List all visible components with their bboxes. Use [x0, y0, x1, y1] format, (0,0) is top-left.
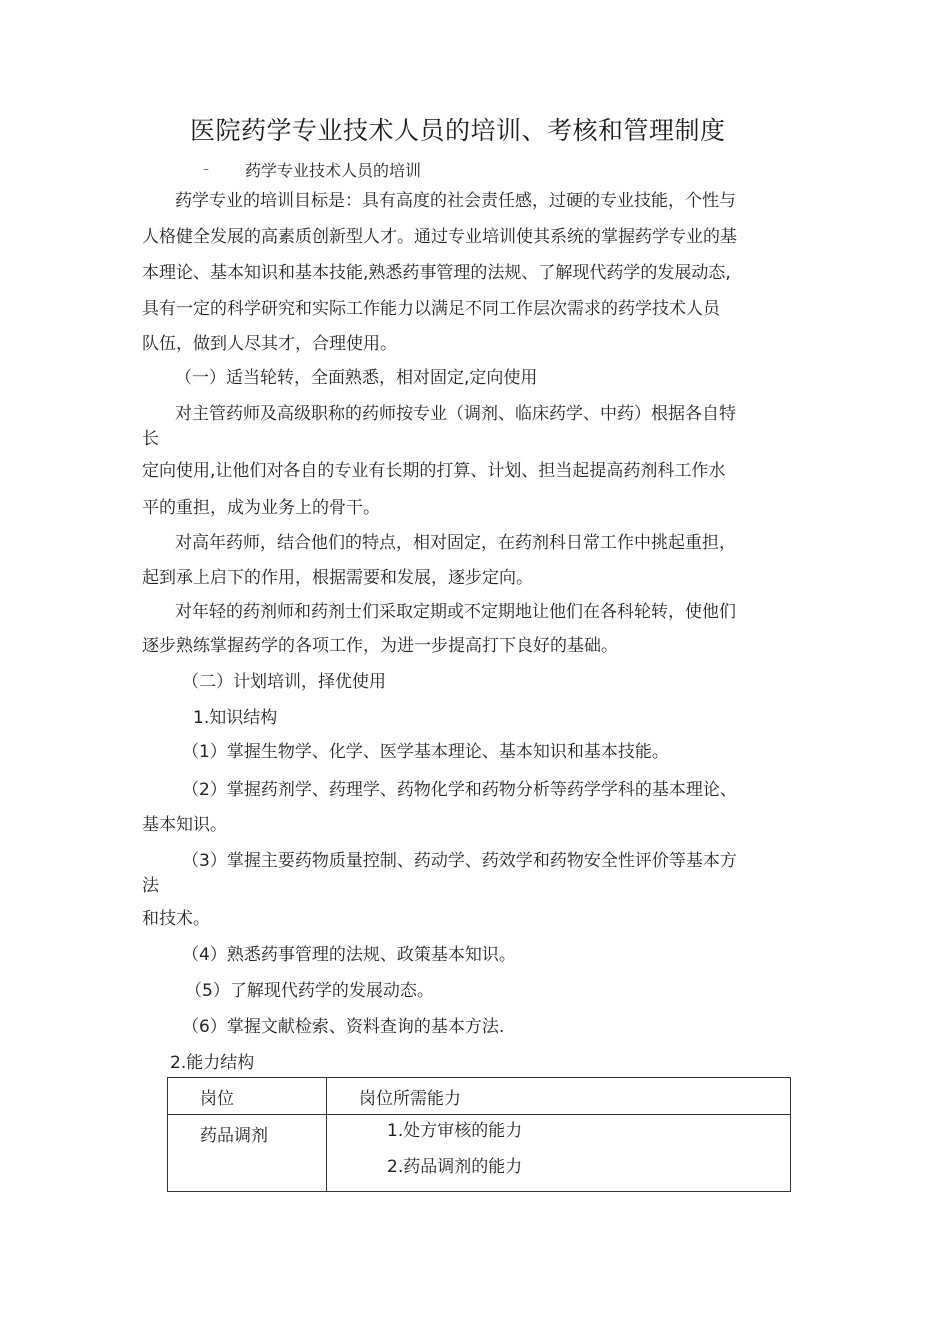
paragraph-line: 长 [142, 429, 159, 449]
knowledge-item: （4）熟悉药事管理的法规、政策基本知识。 [182, 945, 516, 965]
intro-line: 人格健全发展的高素质创新型人才。通过专业培训使其系统的掌握药学专业的基 [142, 227, 737, 247]
ability-heading: 2.能力结构 [170, 1053, 255, 1073]
subsection-heading: （二）计划培训，择优使用 [182, 672, 386, 692]
section-heading: 药学专业技术人员的培训 [245, 161, 422, 180]
knowledge-item: （2）掌握药剂学、药理学、药物化学和药物分析等药学学科的基本理论、 [182, 780, 737, 800]
knowledge-item: 基本知识。 [142, 815, 227, 835]
knowledge-item: （3）掌握主要药物质量控制、药动学、药效学和药物安全性评价等基本方 [182, 851, 737, 871]
abilities-cell [327, 1115, 791, 1192]
knowledge-item: 和技术。 [142, 909, 210, 929]
knowledge-item: （6）掌握文献检索、资料查询的基本方法. [182, 1017, 505, 1037]
paragraph-line: 对主管药师及高级职称的药师按专业（调剂、临床药学、中药）根据各自特 [175, 404, 736, 424]
intro-line: 药学专业的培训目标是：具有高度的社会责任感，过硬的专业技能，个性与 [175, 191, 736, 211]
paragraph-line: 起到承上启下的作用，根据需要和发展，逐步定向。 [142, 568, 533, 588]
knowledge-item: 法 [142, 876, 159, 896]
intro-line: 本理论、基本知识和基本技能,熟悉药事管理的法规、了解现代药学的发展动态, [142, 263, 731, 283]
table-header-row [168, 1078, 791, 1115]
paragraph-line: 对高年药师，结合他们的特点，相对固定，在药剂科日常工作中挑起重担， [175, 533, 736, 553]
table-header-cell: 岗位 [168, 1078, 327, 1115]
paragraph-line: 平的重担，成为业务上的骨干。 [142, 498, 380, 518]
intro-line: 具有一定的科学研究和实际工作能力以满足不同工作层次需求的药学技术人员 [142, 299, 720, 319]
paragraph-line: 逐步熟练掌握药学的各项工作，为进一步提高打下良好的基础。 [142, 636, 618, 656]
post-cell: 药品调剂 [168, 1115, 327, 1192]
document-title: 医院药学专业技术人员的培训、考核和管理制度 [190, 116, 726, 145]
section-marker: – [203, 162, 209, 176]
subsection-heading: （一）适当轮转，全面熟悉，相对固定,定向使用 [175, 368, 538, 388]
paragraph-line: 对年轻的药剂师和药剂士们采取定期或不定期地让他们在各科轮转，使他们 [175, 602, 736, 622]
table-header-cell: 岗位所需能力 [327, 1078, 791, 1115]
ability-table [167, 1077, 791, 1192]
intro-line: 队伍，做到人尽其才，合理使用。 [142, 334, 397, 354]
knowledge-item: （5）了解现代药学的发展动态。 [185, 981, 434, 1001]
paragraph-line: 定向使用,让他们对各自的专业有长期的打算、计划、担当起提高药剂科工作水 [142, 461, 726, 481]
knowledge-heading: 1.知识结构 [193, 708, 278, 728]
table-row [168, 1115, 791, 1192]
knowledge-item: （1）掌握生物学、化学、医学基本理论、基本知识和基本技能。 [182, 742, 669, 762]
ability-item: 1.处方审核的能力 [387, 1121, 523, 1141]
ability-item: 2.药品调剂的能力 [387, 1157, 523, 1177]
